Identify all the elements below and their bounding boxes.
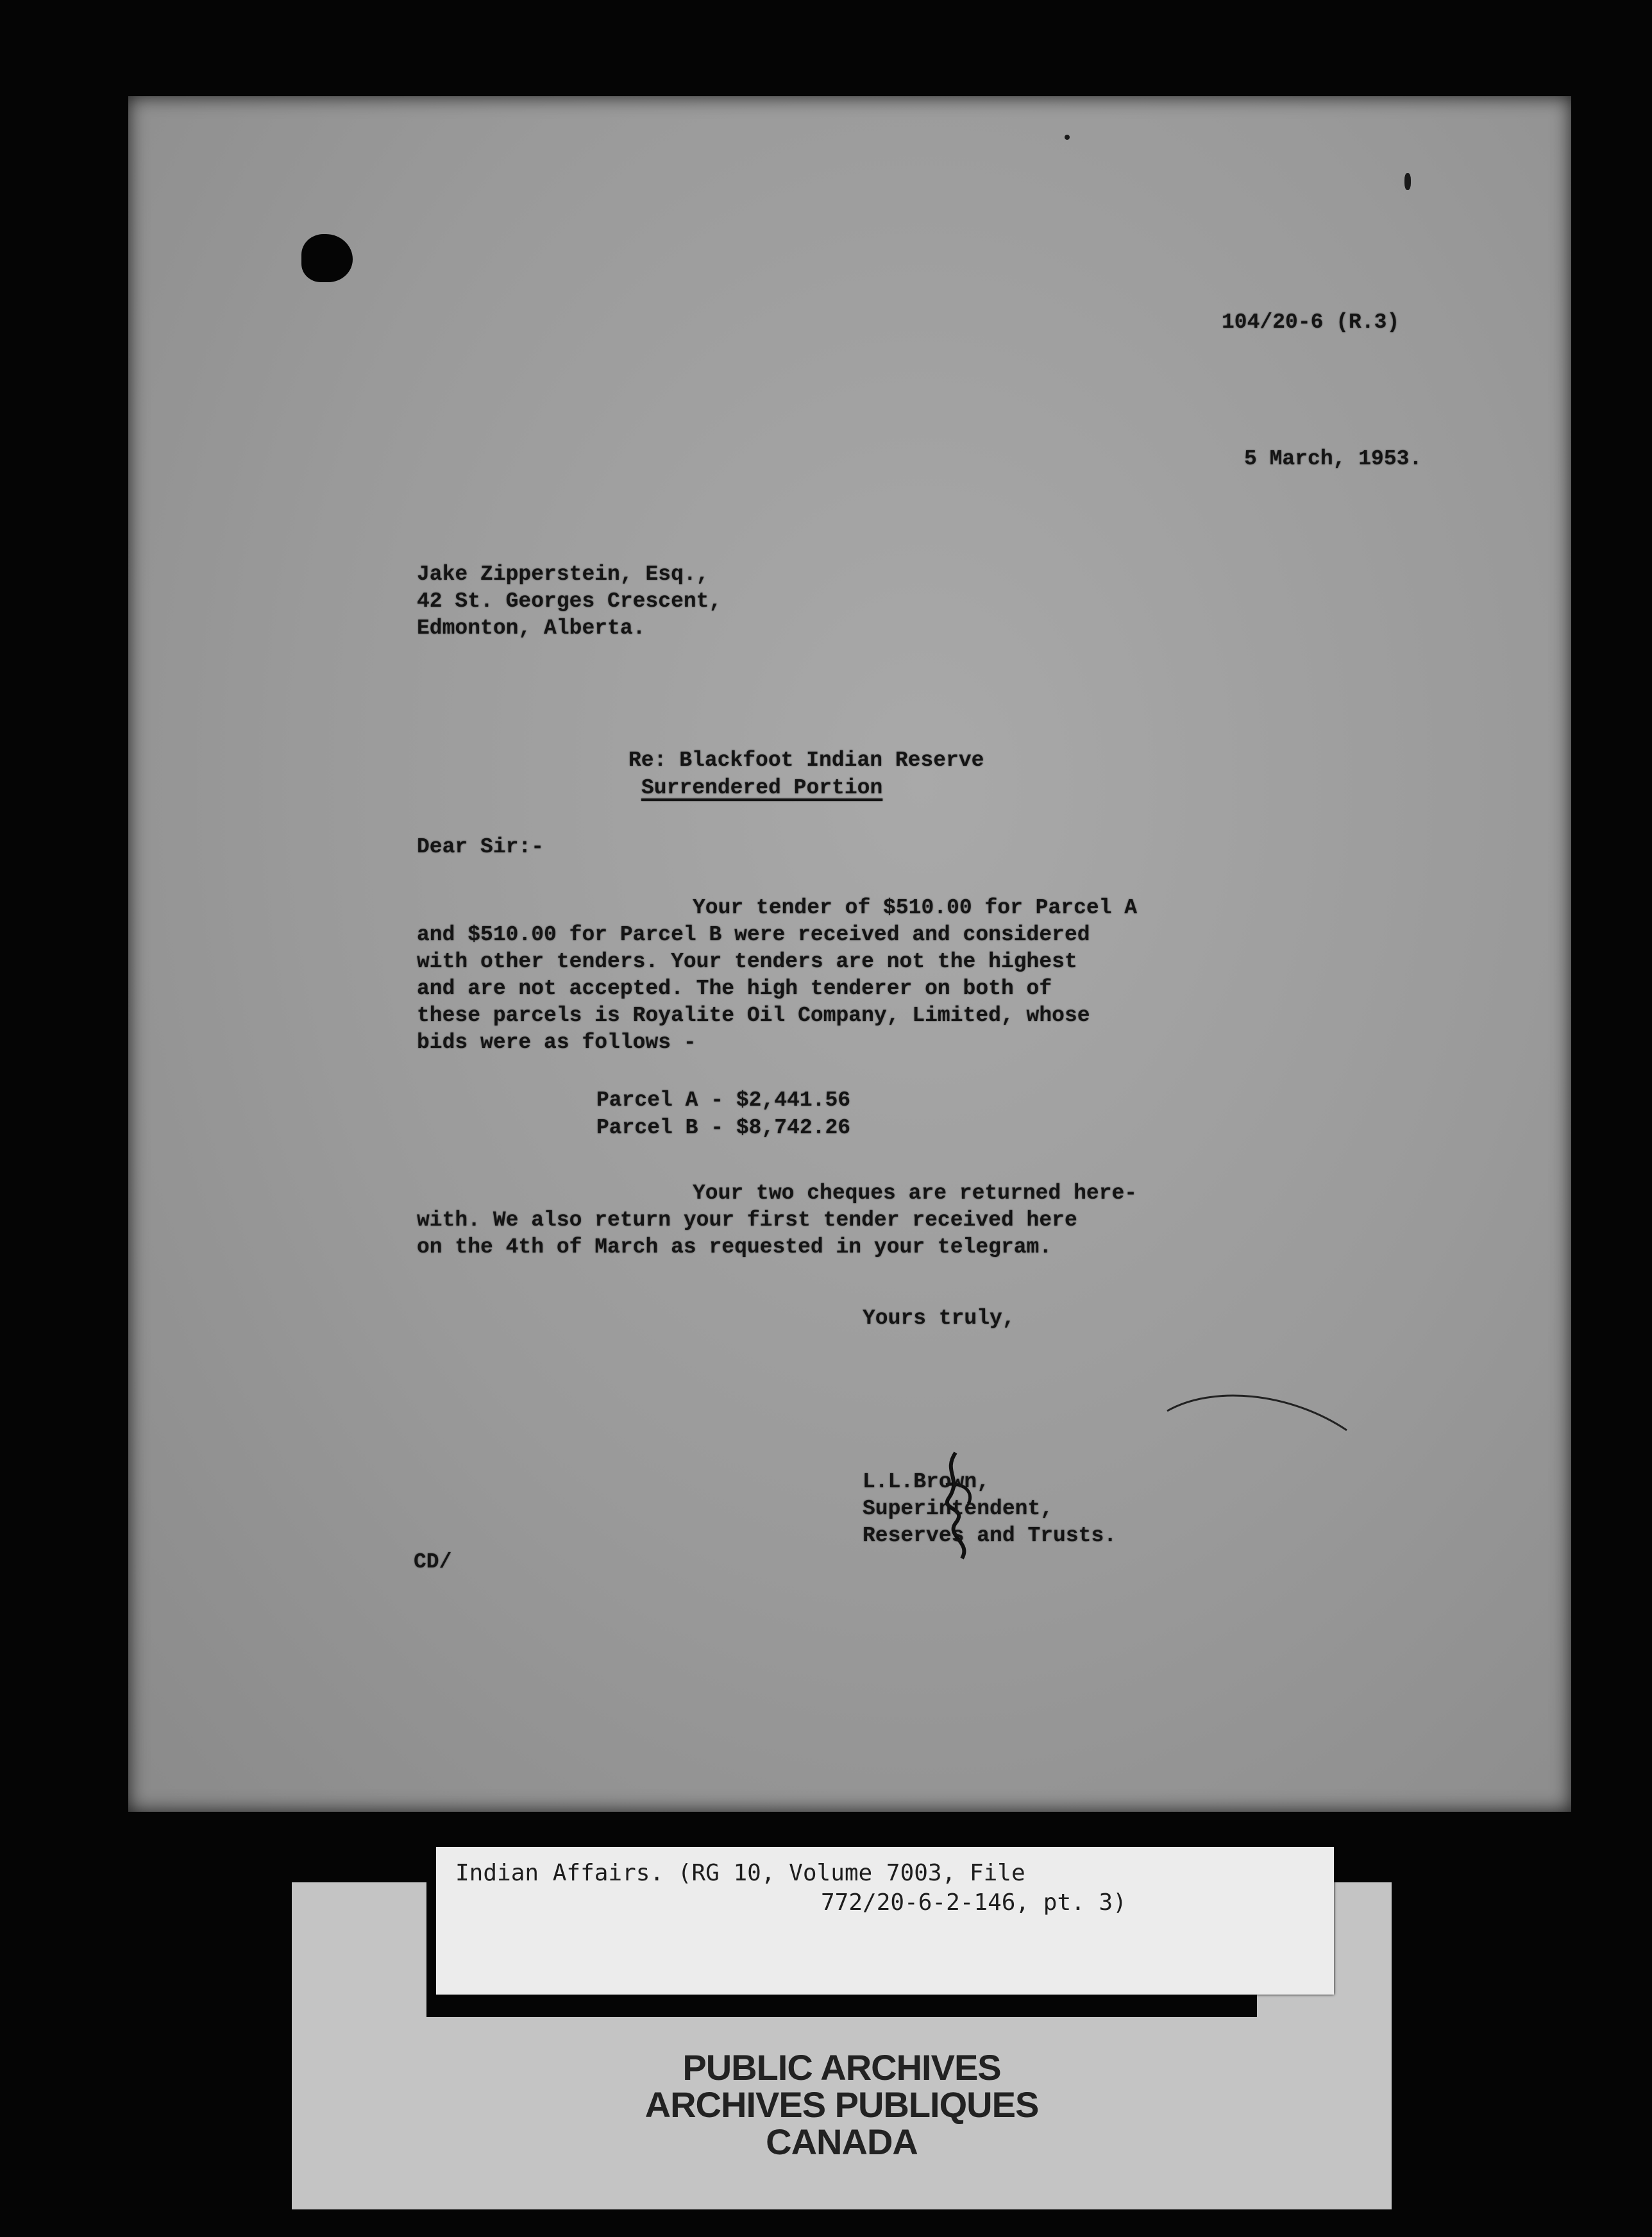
paper-speck <box>1404 173 1411 190</box>
archive-label <box>292 1860 1392 2209</box>
closing: Yours truly, <box>863 1306 1015 1330</box>
citation-line: Indian Affairs. (RG 10, Volume 7003, File <box>455 1860 1025 1886</box>
paragraph-line: on the 4th of March as requested in your telegram. <box>417 1235 1052 1259</box>
paragraph-line: and $510.00 for Parcel B were received and considered <box>417 923 1090 947</box>
signatory-name: L.L.Brown, <box>863 1470 990 1494</box>
bid-line: Parcel B - $8,742.26 <box>596 1116 851 1140</box>
typist-initials: CD/ <box>414 1550 452 1574</box>
stamp-line: ARCHIVES PUBLIQUES <box>645 2084 1039 2125</box>
citation-slip <box>436 1847 1334 1995</box>
letter-date: 5 March, 1953. <box>1244 447 1422 471</box>
paper-speck <box>1065 135 1070 140</box>
file-reference: 104/20-6 (R.3) <box>1222 310 1400 334</box>
letter-page <box>128 96 1571 1812</box>
subject-line: Re: Blackfoot Indian Reserve <box>628 748 984 772</box>
punch-hole <box>301 234 353 282</box>
bid-line: Parcel A - $2,441.56 <box>596 1088 851 1112</box>
subject-line: Surrendered Portion <box>641 776 883 800</box>
paragraph-line: with other tenders. Your tenders are not the highest <box>417 950 1077 974</box>
paragraph-line: Your tender of $510.00 for Parcel A <box>693 896 1138 920</box>
signatory-department: Reserves and Trusts. <box>863 1524 1117 1548</box>
pen-stroke <box>1161 1385 1353 1437</box>
stamp-line: CANADA <box>766 2122 918 2162</box>
paragraph-line: Your two cheques are returned here- <box>693 1181 1138 1205</box>
stamp-line: PUBLIC ARCHIVES <box>682 2047 1001 2088</box>
address-line: 42 St. Georges Crescent, <box>417 589 722 613</box>
address-line: Edmonton, Alberta. <box>417 616 646 640</box>
citation-line: 772/20-6-2-146, pt. 3) <box>821 1889 1127 1916</box>
archive-stamp-card <box>292 2017 1392 2209</box>
paragraph-line: and are not accepted. The high tenderer on both of <box>417 977 1052 1000</box>
paragraph-line: bids were as follows - <box>417 1031 696 1054</box>
address-line: Jake Zipperstein, Esq., <box>417 562 709 586</box>
paragraph-line: with. We also return your first tender received here <box>417 1208 1077 1232</box>
salutation: Dear Sir:- <box>417 835 544 859</box>
signatory-title: Superintendent, <box>863 1497 1054 1521</box>
paragraph-line: these parcels is Royalite Oil Company, Limited, whose <box>417 1004 1090 1027</box>
label-tab <box>292 1882 426 2023</box>
